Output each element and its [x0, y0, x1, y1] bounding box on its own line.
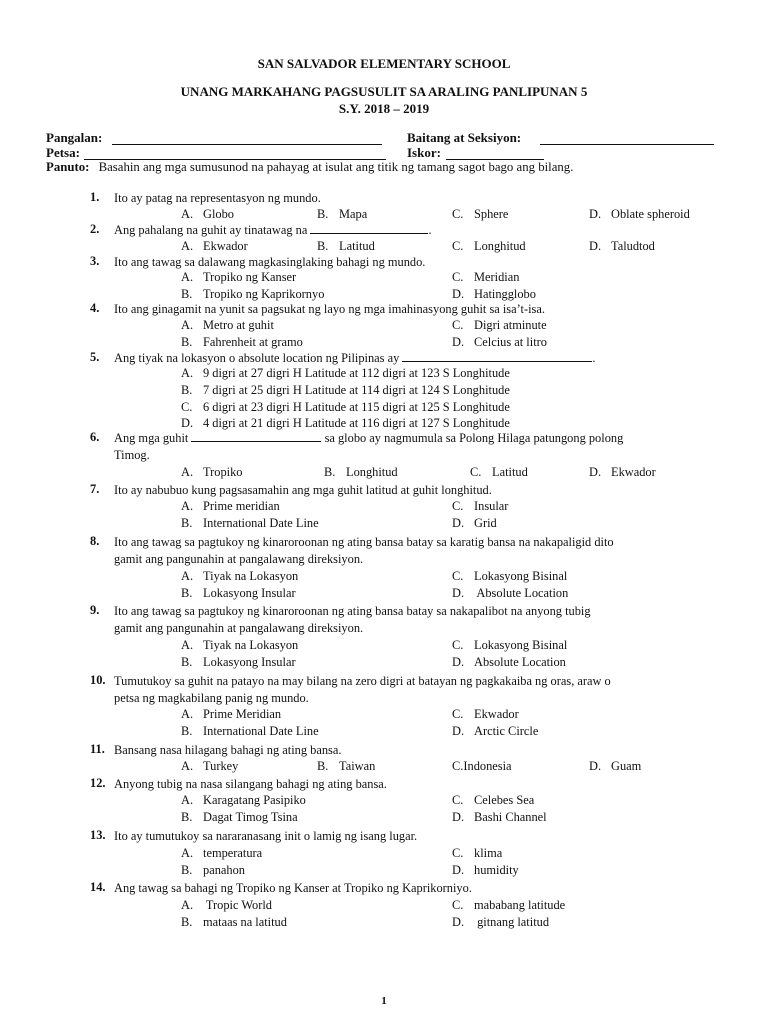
option-b[interactable]: B. Taiwan — [317, 759, 376, 773]
option-c[interactable]: C. Sphere — [452, 207, 509, 221]
option-d[interactable]: D. Ekwador — [589, 465, 656, 479]
question-13 — [90, 828, 730, 845]
question-12 — [90, 776, 730, 793]
question-number: 5. — [90, 350, 100, 364]
question-number: 4. — [90, 301, 100, 315]
option-d[interactable]: D. Bashi Channel — [452, 810, 547, 824]
question-7 — [90, 482, 730, 499]
option-d[interactable]: D. Absolute Location — [452, 655, 566, 669]
question-number: 13. — [90, 828, 106, 842]
option-d[interactable]: D. Grid — [452, 516, 497, 530]
question-text: Ang tiyak na lokasyon o absolute location ng Pilipinas ay — [114, 351, 400, 365]
option-b[interactable]: B. Latitud — [317, 239, 375, 253]
question-number: 2. — [90, 222, 100, 236]
option-a[interactable]: A. 9 digri at 27 digri H Latitude at 112 digri at 123 S Longhitude — [181, 366, 510, 380]
question-text: Ito ay tumutukoy sa nararanasang init o lamig ng isang lugar. — [114, 829, 418, 843]
option-d[interactable]: D. Taludtod — [589, 239, 655, 253]
option-a[interactable]: A. Ekwador — [181, 239, 248, 253]
instructions-text: Basahin ang mga sumusunod na pahayag at isulat ang titik ng tamang sagot bago ang bilang. — [98, 160, 574, 174]
option-b[interactable]: B. 7 digri at 25 digri H Latitude at 114 digri at 124 S Longhitude — [181, 383, 510, 397]
question-6: 6. Ang mga guhit sa globo ay nagmumula sa Polong Hilaga patungong polong Timog. — [90, 430, 624, 462]
option-a[interactable]: A. temperatura — [181, 846, 263, 860]
question-number: 8. — [90, 534, 100, 548]
option-c[interactable]: C. Insular — [452, 499, 509, 513]
grade-section-line[interactable] — [540, 144, 714, 145]
option-d[interactable]: D. Celcius at litro — [452, 335, 547, 349]
date-label: Petsa: — [46, 145, 80, 160]
option-a[interactable]: A. Tiyak na Lokasyon — [181, 569, 299, 583]
option-c[interactable]: C. Meridian — [452, 270, 520, 284]
question-text: Ito ang ginagamit na yunit sa pagsukat ng layo ng mga imahinasyong guhit sa isa’t-isa. — [114, 302, 545, 316]
question-14 — [90, 880, 730, 897]
question-11 — [90, 742, 730, 759]
question-number: 12. — [90, 776, 106, 790]
question-number: 3. — [90, 254, 100, 268]
option-c[interactable]: C. Latitud — [470, 465, 528, 479]
option-b[interactable]: B. Lokasyong Insular — [181, 655, 296, 669]
question-text: Ito ang tawag sa pagtukoy ng kinaroroonan ng ating bansa batay sa nakapalibot na anyong tubig — [114, 604, 591, 618]
question-9: 9. Ito ang tawag sa pagtukoy ng kinaroroonan ng ating bansa batay sa nakapalibot na anyong tubig gamit ang pangunahin at pangalawang direksiyon. — [90, 603, 730, 637]
question-text: Ito ang tawag sa dalawang magkasinglaking bahagi ng mundo. — [114, 255, 426, 269]
option-a[interactable]: A. Prime meridian — [181, 499, 280, 513]
option-d[interactable]: D. Guam — [589, 759, 642, 773]
question-text: Ito ang tawag sa pagtukoy ng kinaroroonan ng ating bansa batay sa karatig bansa na nakapaligid dito — [114, 535, 614, 549]
question-number: 11. — [90, 742, 105, 756]
question-5: 5. Ang tiyak na lokasyon o absolute location ng Pilipinas ay . — [90, 350, 596, 365]
instructions — [46, 160, 573, 175]
option-d[interactable]: D. 4 digri at 21 digri H Latitude at 116 digri at 127 S Longhitude — [181, 416, 510, 430]
option-a[interactable]: A. Karagatang Pasipiko — [181, 793, 306, 807]
option-d[interactable]: D. Absolute Location — [452, 586, 569, 600]
question-number: 10. — [90, 673, 106, 687]
option-c[interactable]: C. Lokasyong Bisinal — [452, 638, 568, 652]
option-d[interactable]: D. Oblate spheroid — [589, 207, 690, 221]
question-number: 7. — [90, 482, 100, 496]
question-text: Tumutukoy sa guhit na patayo na may bilang na zero digri at batayan ng pagkakaiba ng oras, araw o — [114, 674, 611, 688]
question-text: Ang pahalang na guhit ay tinatawag na — [114, 223, 308, 237]
option-b[interactable]: B. Lokasyong Insular — [181, 586, 296, 600]
option-c[interactable]: C. Lokasyong Bisinal — [452, 569, 568, 583]
option-a[interactable]: A. Prime Meridian — [181, 707, 282, 721]
option-b[interactable]: B. International Date Line — [181, 516, 319, 530]
option-b[interactable]: B. International Date Line — [181, 724, 319, 738]
option-a[interactable]: A. Tropic World — [181, 898, 273, 912]
name-line[interactable] — [112, 144, 382, 145]
option-c[interactable]: C. Celebes Sea — [452, 793, 535, 807]
question-number: 14. — [90, 880, 106, 894]
question-4 — [90, 301, 730, 318]
option-a[interactable]: A. Metro at guhit — [181, 318, 274, 332]
question-text: Ang tawag sa bahagi ng Tropiko ng Kanser at Tropiko ng Kaprikorniyo. — [114, 881, 472, 895]
question-10: 10. Tumutukoy sa guhit na patayo na may bilang na zero digri at batayan ng pagkakaiba ng oras, araw o petsa ng magkabilang panig ng mundo. — [90, 673, 730, 707]
option-a[interactable]: A. Tiyak na Lokasyon — [181, 638, 299, 652]
answer-blank[interactable] — [402, 350, 592, 362]
option-a[interactable]: A. Turkey — [181, 759, 239, 773]
name-label: Pangalan: — [46, 130, 103, 145]
answer-blank[interactable] — [310, 222, 428, 234]
answer-blank[interactable] — [191, 430, 321, 442]
school-year: S.Y. 2018 – 2019 — [338, 101, 430, 116]
option-b[interactable]: B. panahon — [181, 863, 245, 877]
option-b[interactable]: B. Dagat Timog Tsina — [181, 810, 298, 824]
option-c[interactable]: C. Digri atminute — [452, 318, 547, 332]
option-b[interactable]: B. mataas na latitud — [181, 915, 287, 929]
option-a[interactable]: A. Globo — [181, 207, 234, 221]
option-d[interactable]: D. gitnang latitud — [452, 915, 550, 929]
question-text: Ito ay nabubuo kung pagsasamahin ang mga guhit latitud at guhit longhitud. — [114, 483, 492, 497]
option-d[interactable]: D. humidity — [452, 863, 519, 877]
page-number: 1 — [381, 995, 387, 1007]
option-a[interactable]: A. Tropiko — [181, 465, 243, 479]
option-a[interactable]: A. Tropiko ng Kanser — [181, 270, 297, 284]
option-c[interactable]: C. 6 digri at 23 digri H Latitude at 115 digri at 125 S Longhitude — [181, 400, 510, 414]
question-text: Ito ay patag na representasyon ng mundo. — [114, 191, 321, 205]
question-number: 9. — [90, 603, 100, 617]
exam-title: UNANG MARKAHANG PAGSUSULIT SA ARALING PANLIPUNAN 5 — [180, 84, 588, 99]
school-name: SAN SALVADOR ELEMENTARY SCHOOL — [257, 56, 511, 71]
option-d[interactable]: D. Arctic Circle — [452, 724, 539, 738]
question-text: Ang mga guhit — [114, 431, 189, 445]
option-b[interactable]: B. Tropiko ng Kaprikornyo — [181, 287, 325, 301]
option-c[interactable]: C. mababang latitude — [452, 898, 566, 912]
option-c[interactable]: C. Ekwador — [452, 707, 519, 721]
option-c[interactable]: C. Longhitud — [452, 239, 526, 253]
option-b[interactable]: B. Fahrenheit at gramo — [181, 335, 303, 349]
option-b[interactable]: B. Longhitud — [324, 465, 398, 479]
question-number: 6. — [90, 430, 100, 444]
grade-section-label: Baitang at Seksiyon: — [407, 130, 522, 145]
option-c[interactable]: C.Indonesia — [452, 759, 512, 773]
question-number: 1. — [90, 190, 100, 204]
score-label: Iskor: — [407, 145, 441, 160]
option-c[interactable]: C. klima — [452, 846, 503, 860]
option-d[interactable]: D. Hatingglobo — [452, 287, 536, 301]
question-text: Bansang nasa hilagang bahagi ng ating bansa. — [114, 743, 342, 757]
question-8: 8. Ito ang tawag sa pagtukoy ng kinaroroonan ng ating bansa batay sa karatig bansa na nakapaligid dito gamit ang pangunahin at pangalawang direksiyon. — [90, 534, 730, 568]
instructions-label: Panuto: — [46, 160, 90, 174]
option-b[interactable]: B. Mapa — [317, 207, 368, 221]
question-3 — [90, 254, 730, 271]
question-2: 2. Ang pahalang na guhit ay tinatawag na . — [90, 222, 432, 237]
question-1 — [90, 190, 730, 207]
question-text: Anyong tubig na nasa silangang bahagi ng ating bansa. — [114, 777, 387, 791]
